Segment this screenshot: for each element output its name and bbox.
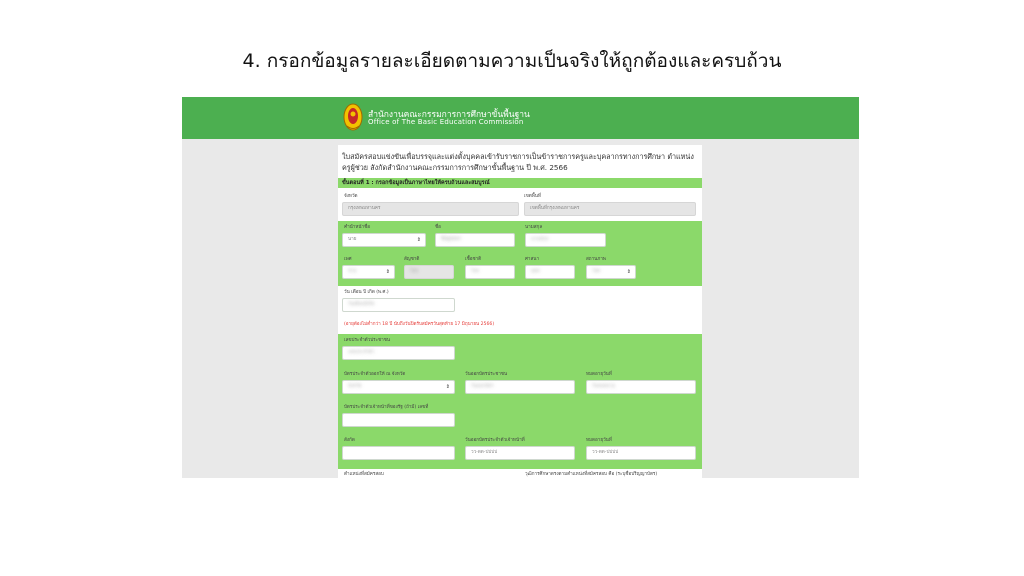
slide-title: 4. กรอกข้อมูลรายละเอียดตามความเป็นจริงให้ถูกต้องและครบถ้วน — [242, 50, 782, 72]
religion-label: ศาสนา — [525, 257, 540, 262]
issue-date-input[interactable]: วันออกบัตร — [465, 380, 575, 394]
expiry-label: หมดอายุวันที่ — [586, 372, 612, 377]
screenshot-frame — [182, 97, 859, 478]
ethnicity-label: เชื้อชาติ — [465, 257, 482, 262]
officer-card-label: บัตรประจำตัวเจ้าหน้าที่ของรัฐ (ถ้ามี) เลขที่ — [344, 405, 429, 410]
gender-select[interactable]: ชาย ⇕ — [342, 265, 395, 279]
nationality-label: สัญชาติ — [404, 257, 420, 262]
area-label: เขตพื้นที่ — [524, 194, 541, 199]
position-label: ตำแหน่งที่สมัครสอบ — [344, 472, 384, 477]
expiry-date-input[interactable]: วันหมดอายุ — [586, 380, 696, 394]
lastname-label: นามสกุล — [525, 225, 543, 230]
header-title-en: Office of The Basic Education Commission — [368, 118, 524, 126]
officer-issue-input[interactable]: วว-ดด-ปปปป — [465, 446, 575, 460]
ethnicity-input[interactable]: ไทย — [465, 265, 515, 279]
officer-expiry-label: หมดอายุวันที่ — [586, 438, 612, 443]
lastname-input[interactable]: นามสกุล — [525, 233, 606, 247]
section-step-1: ขั้นตอนที่ 1 : กรอกข้อมูลเป็นภาษาไทยให้ครบถ้วนและสมบูรณ์ — [338, 178, 702, 188]
age-note: (อายุต้องไม่ต่ำกว่า 18 ปี นับถึงวันปิดรับสมัครวันสุดท้าย 17 มิถุนายน 2566) — [344, 322, 495, 327]
gender-label: เพศ — [344, 257, 352, 262]
select-arrow-icon: ⇕ — [416, 237, 421, 243]
officer-issue-label: วันออกบัตรประจำตัวเจ้าหน้าที่ — [465, 438, 525, 443]
form-heading: ใบสมัครสอบแข่งขันเพื่อบรรจุและแต่งตั้งบุคคลเข้ารับราชการเป็นข้าราชการครูและบุคลากรทางการศึกษา ตำแหน่งครูผู้ช่วย สังกัดสำนักงานคณะกรรมการการศึกษาขั้นพื้นฐาน ปี พ.ศ. 2566 — [342, 152, 694, 172]
agency-input[interactable] — [342, 446, 455, 460]
birthdate-label: วัน เดือน ปี เกิด (พ.ศ.) — [344, 290, 389, 295]
select-arrow-icon: ⇕ — [626, 269, 631, 275]
religion-input[interactable]: พุทธ — [525, 265, 575, 279]
header-title-th: สำนักงานคณะกรรมการการศึกษาขั้นพื้นฐาน — [368, 110, 530, 120]
application-form — [338, 145, 702, 478]
issue-date-label: วันออกบัตรประชาชน — [465, 372, 508, 377]
issued-by-select[interactable]: จังหวัด ⇕ — [342, 380, 455, 394]
province-label: จังหวัด — [344, 194, 358, 199]
province-field: กรุงเทพมหานคร — [342, 202, 519, 216]
birthdate-input[interactable]: วันเดือนปีเกิด — [342, 298, 455, 312]
obec-emblem-icon — [343, 102, 363, 132]
firstname-input[interactable]: ชื่อผู้สมัคร — [435, 233, 515, 247]
status-label: สถานภาพ — [586, 257, 606, 262]
select-arrow-icon: ⇕ — [445, 384, 450, 390]
id-label: เลขประจำตัวประชาชน — [344, 338, 391, 343]
area-field: เขตพื้นที่กรุงเทพมหานคร — [524, 202, 696, 216]
site-header — [182, 97, 859, 139]
prefix-select[interactable]: นาย ⇕ — [342, 233, 426, 247]
officer-expiry-input[interactable]: วว-ดด-ปปปป — [586, 446, 696, 460]
officer-card-input[interactable] — [342, 413, 455, 427]
agency-label: สังกัด — [344, 438, 355, 443]
firstname-label: ชื่อ — [435, 225, 441, 230]
status-select[interactable]: โสด ⇕ — [586, 265, 636, 279]
nationality-field: ไทย — [404, 265, 454, 279]
prefix-label: คำนำหน้าชื่อ — [344, 225, 370, 230]
select-arrow-icon: ⇕ — [385, 269, 390, 275]
qualification-label: วุฒิการศึกษาตรงตามตำแหน่งที่สมัครสอบ คือ (ระบุชื่อปริญญาบัตร) — [525, 472, 658, 477]
id-number-input[interactable]: เลขประจำตัว — [342, 346, 455, 360]
issued-by-label: บัตรประจำตัวออกให้ ณ จังหวัด — [344, 372, 406, 377]
